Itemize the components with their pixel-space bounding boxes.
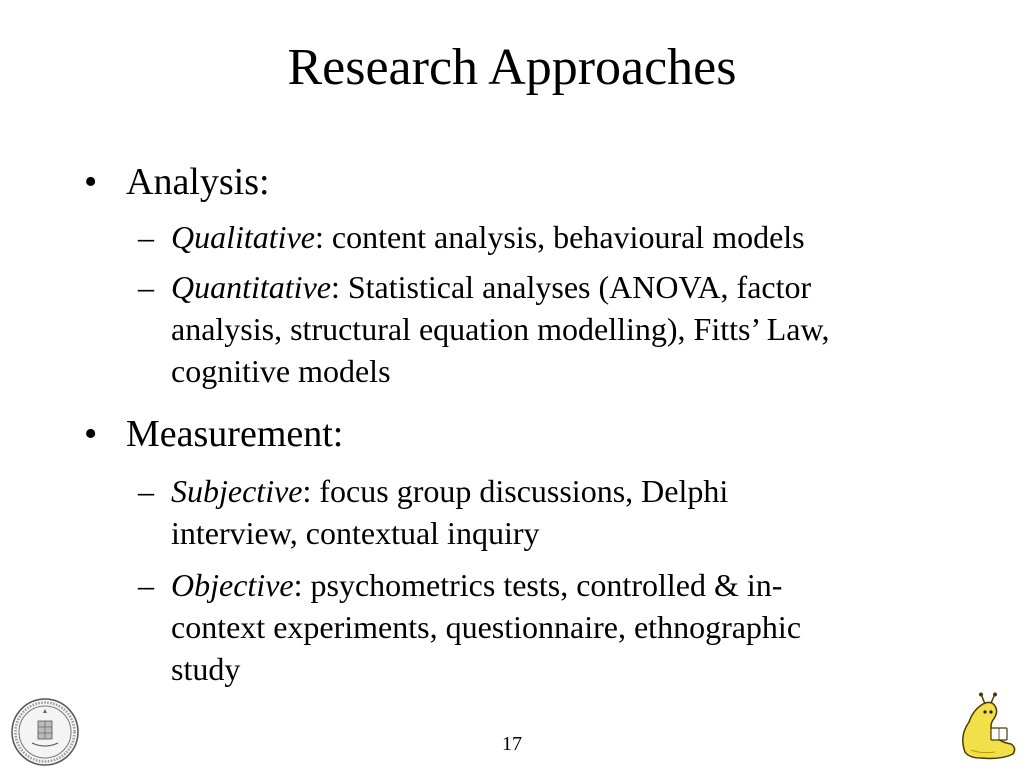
- sub-item-line: [138, 470, 1018, 512]
- dash-glyph: –: [138, 567, 154, 603]
- sub-item-line: [138, 216, 1018, 258]
- bullet-glyph: •: [84, 161, 98, 203]
- sub-item-text: : focus group discussions, Delphi: [302, 473, 729, 509]
- sub-item-line: study: [171, 651, 241, 687]
- sub-item-term: Qualitative: [171, 219, 315, 255]
- bullet-label: Measurement:: [126, 413, 344, 455]
- sub-item-text: : Statistical analyses (ANOVA, factor: [330, 269, 812, 305]
- sub-item-text: : psychometrics tests, controlled & in-: [293, 567, 783, 603]
- sub-item-term: Objective: [171, 567, 294, 603]
- dash-glyph: –: [138, 269, 154, 305]
- dash-glyph: –: [138, 473, 154, 509]
- page-number: 17: [502, 733, 522, 755]
- sub-item-subjective: [138, 470, 1018, 554]
- bullet-glyph: •: [84, 413, 98, 455]
- sub-item-term: Subjective: [171, 473, 303, 509]
- bullet-measurement: [84, 412, 984, 456]
- sub-item-line: [138, 266, 1018, 308]
- sub-item-line: interview, contextual inquiry: [171, 515, 540, 551]
- sub-item-line: context experiments, questionnaire, ethnographic: [171, 609, 802, 645]
- bullet-label: Analysis:: [126, 161, 270, 203]
- sub-item-qualitative: [138, 216, 1018, 258]
- slide-title: Research Approaches: [287, 39, 737, 96]
- sub-item-text: : content analysis, behavioural models: [314, 219, 805, 255]
- sub-item-term: Quantitative: [171, 269, 331, 305]
- sub-item-line: analysis, structural equation modelling), Fitts’ Law,: [171, 311, 830, 347]
- dash-glyph: –: [138, 219, 154, 255]
- sub-item-quantitative: [138, 266, 1018, 392]
- sub-item-line: [138, 564, 1018, 606]
- sub-item-objective: [138, 564, 1018, 690]
- sub-item-line: cognitive models: [171, 353, 391, 389]
- bullet-analysis: [84, 160, 984, 204]
